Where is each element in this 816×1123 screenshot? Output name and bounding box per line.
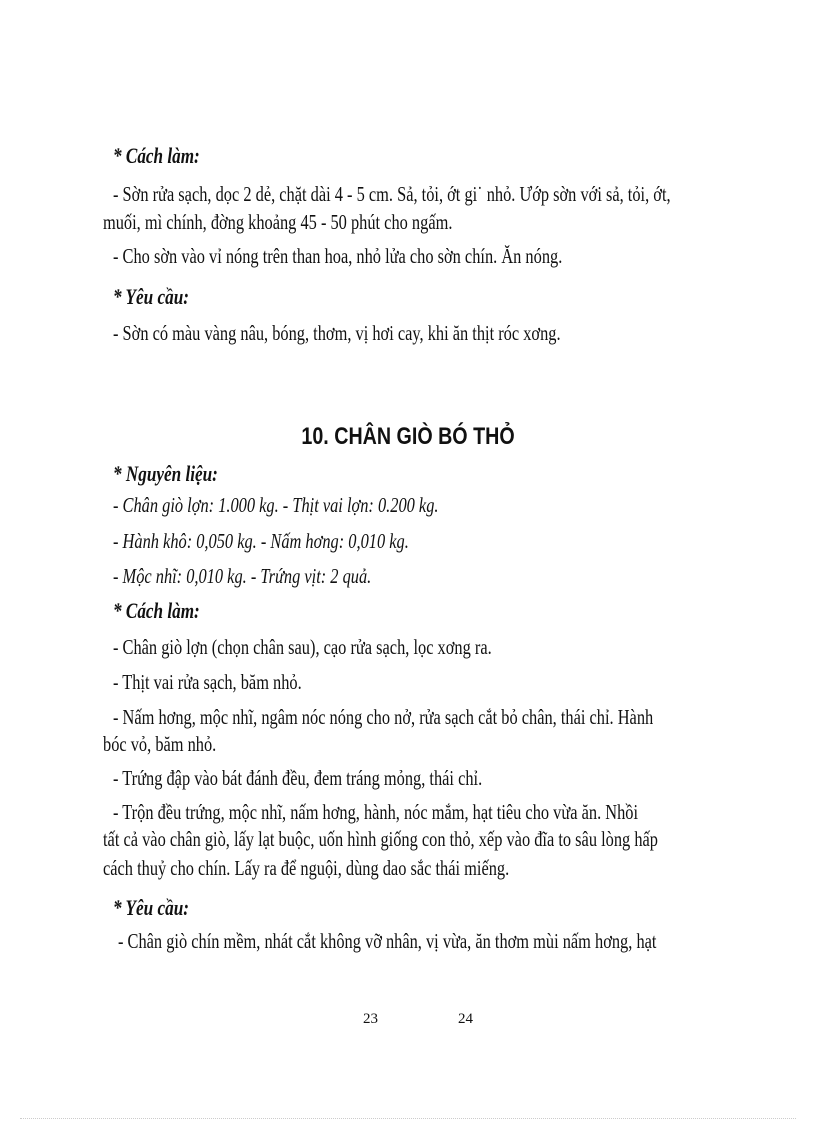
recipe-title-text: 10. CHÂN GIÒ BÓ THỎ	[301, 423, 515, 450]
step-line: bóc vỏ, băm nhỏ.	[103, 732, 217, 756]
step-line: - Trứng đập vào bát đánh đều, đem tráng mỏng, thái chỉ.	[113, 766, 483, 790]
page-number-left: 23	[363, 1011, 378, 1027]
recipe-title	[0, 422, 816, 452]
step-line: - Thịt vai rửa sạch, băm nhỏ.	[113, 670, 302, 694]
yeu-cau-heading-2: * Yêu cầu:	[113, 895, 189, 920]
cach-lam-heading-2: * Cách làm:	[113, 598, 200, 623]
step-line: - Nấm hơng, mộc nhĩ, ngâm nóc nóng cho nở, rửa sạch cắt bỏ chân, thái chỉ. Hành	[113, 705, 654, 729]
body-line: muối, mì chính, đờng khoảng 45 - 50 phút cho ngấm.	[103, 210, 453, 234]
body-line: - Sờn rửa sạch, dọc 2 dẻ, chặt dài 4 - 5 cm. Sả, tỏi, ớt gi˙ nhỏ. Ướp sờn với sả, tỏi, ớt,	[113, 182, 671, 206]
ingredient-line: - Chân giò lợn: 1.000 kg. - Thịt vai lợn: 0.200 kg.	[113, 493, 439, 517]
step-line: tất cả vào chân giò, lấy lạt buộc, uốn hình giống con thỏ, xếp vào đĩa to sâu lòng hấp	[103, 827, 658, 851]
body-line: - Cho sờn vào vỉ nóng trên than hoa, nhỏ lửa cho sờn chín. Ăn nóng.	[113, 244, 563, 268]
cach-lam-heading: * Cách làm:	[113, 143, 200, 168]
yeu-cau-heading: * Yêu cầu:	[113, 284, 189, 309]
body-line: - Sờn có màu vàng nâu, bóng, thơm, vị hơi cay, khi ăn thịt róc xơng.	[113, 321, 561, 345]
ingredient-line: - Mộc nhĩ: 0,010 kg. - Trứng vịt: 2 quả.	[113, 564, 372, 588]
nguyen-lieu-heading: * Nguyên liệu:	[113, 461, 218, 486]
step-line: - Trộn đều trứng, mộc nhĩ, nấm hơng, hành, nóc mắm, hạt tiêu cho vừa ăn. Nhồi	[113, 800, 639, 824]
step-line: cách thuỷ cho chín. Lấy ra để nguội, dùng dao sắc thái miếng.	[103, 856, 510, 880]
page-number-right: 24	[458, 1011, 473, 1027]
ingredient-line: - Hành khô: 0,050 kg. - Nấm hơng: 0,010 kg.	[113, 529, 409, 553]
body-line: - Chân giò chín mềm, nhát cắt không vỡ nhân, vị vừa, ăn thơm mùi nấm hơng, hạt	[118, 929, 657, 953]
bottom-divider	[20, 1118, 796, 1119]
step-line: - Chân giò lợn (chọn chân sau), cạo rửa sạch, lọc xơng ra.	[113, 635, 492, 659]
